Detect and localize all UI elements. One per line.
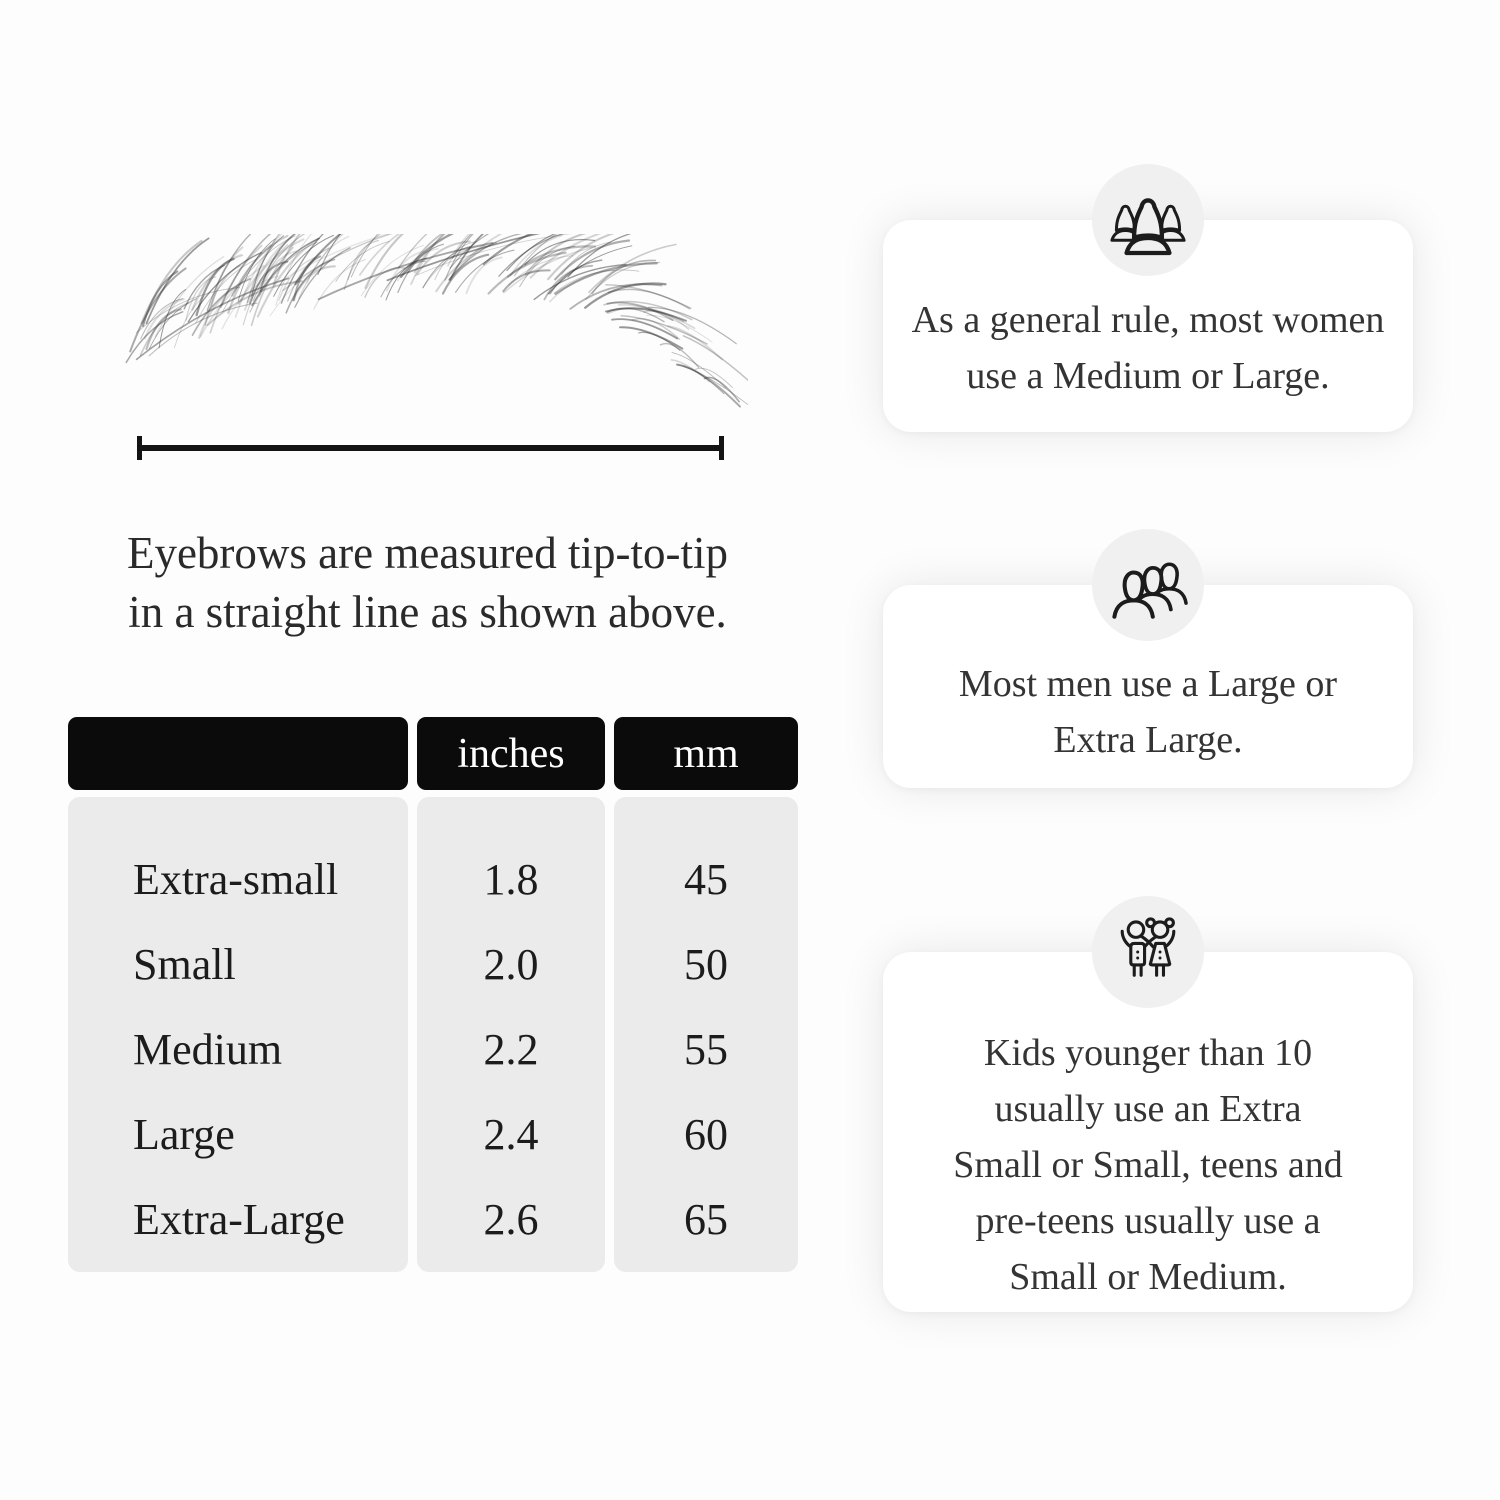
card-text: As a general rule, most women use a Medium or Large.	[911, 299, 1385, 397]
measurement-line	[137, 436, 724, 460]
table-cell: 45	[684, 855, 728, 904]
table-cell: 50	[684, 940, 728, 989]
card-icon-circle	[1092, 164, 1204, 276]
measurement-caption	[95, 524, 760, 643]
table-column-inches	[417, 797, 605, 1272]
card-text: Most men use a Large or Extra Large.	[958, 662, 1338, 761]
table-header-size	[68, 717, 408, 790]
table-cell: 2.0	[483, 940, 539, 989]
table-header-inches: inches	[417, 717, 605, 790]
table-cell: 2.6	[483, 1195, 539, 1244]
table-column-sizes	[68, 797, 408, 1272]
table-column-mm	[614, 797, 798, 1272]
table-cell: Extra-Large	[133, 1195, 345, 1244]
card-icon-circle	[1092, 529, 1204, 641]
table-cell: Medium	[133, 1025, 283, 1074]
kids-icon	[1105, 909, 1191, 995]
eyebrow-illustration	[116, 234, 748, 410]
card-women	[883, 220, 1413, 432]
card-icon-circle	[1092, 896, 1204, 1008]
table-cell: 60	[684, 1110, 728, 1159]
table-cell: Small	[133, 940, 236, 989]
table-cell: 2.4	[483, 1110, 539, 1159]
men-group-icon	[1100, 537, 1196, 633]
table-cell: 65	[684, 1195, 728, 1244]
table-cell: 1.8	[483, 855, 539, 904]
table-cell: Extra-small	[133, 855, 339, 904]
card-men	[883, 585, 1413, 788]
women-group-icon	[1101, 173, 1195, 267]
table-header-mm: mm	[614, 717, 798, 790]
card-kids	[883, 952, 1413, 1312]
table-cell: Large	[133, 1110, 235, 1159]
caption-line-2: in a straight line as shown above.	[128, 587, 727, 638]
table-cell: 2.2	[483, 1025, 539, 1074]
table-cell: 55	[684, 1025, 728, 1074]
caption-line-1: Eyebrows are measured tip-to-tip	[126, 528, 729, 578]
size-table	[68, 717, 798, 1272]
card-text: Kids younger than 10 usually use an Extra Small or Small, teens and pre-teens usually use a Small or Medium.	[953, 1032, 1343, 1298]
